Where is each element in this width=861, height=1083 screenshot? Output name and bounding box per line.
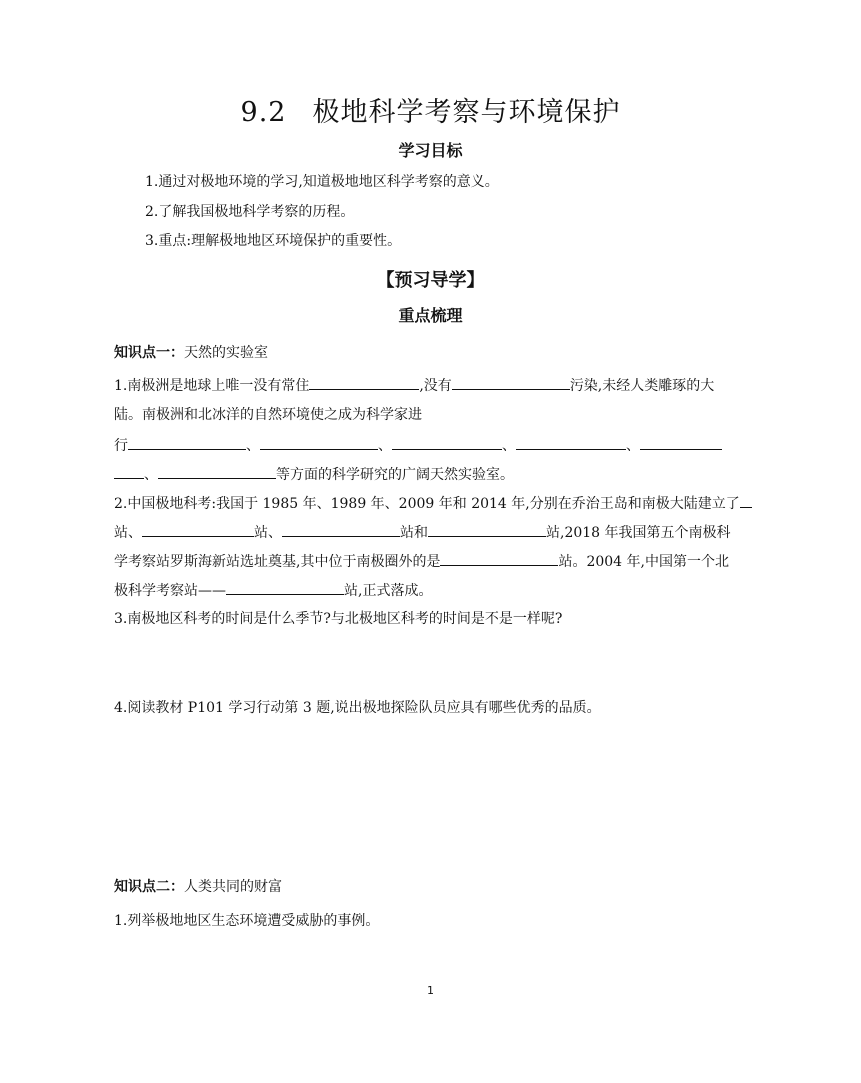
answer-blank[interactable] xyxy=(142,522,254,537)
question-1-line-3 xyxy=(114,435,754,456)
answer-blank[interactable] xyxy=(440,551,558,566)
objective-item: 2.了解我国极地科学考察的历程。 xyxy=(145,204,355,220)
answer-blank[interactable] xyxy=(114,464,144,479)
question-2-line-1 xyxy=(114,493,754,514)
page-number: 1 xyxy=(427,984,434,997)
separator: 、 xyxy=(246,438,260,454)
answer-blank[interactable] xyxy=(158,464,276,479)
answer-blank[interactable] xyxy=(128,435,246,450)
question-text: 污染,未经人类雕琢的大 xyxy=(569,378,715,394)
answer-blank[interactable] xyxy=(516,435,626,450)
question-text: 站和 xyxy=(400,525,428,541)
separator: 、 xyxy=(502,438,516,454)
question-1-line-4 xyxy=(114,464,754,485)
objectives-heading: 学习目标 xyxy=(398,141,463,160)
page-title xyxy=(0,90,861,129)
question-text: 1.南极洲是地球上唯一没有常住 xyxy=(114,378,310,394)
knowledge-point-topic: 人类共同的财富 xyxy=(184,879,282,895)
kp2-question-1: 1.列举极地地区生态环境遭受威胁的事例。 xyxy=(114,913,380,929)
question-1-line-1 xyxy=(114,375,754,396)
answer-blank[interactable] xyxy=(452,375,570,390)
question-text: 行 xyxy=(114,438,128,454)
answer-blank[interactable] xyxy=(392,435,502,450)
question-text: 2.中国极地科考:我国于 1985 年、1989 年、2009 年和 2014 年,分别在乔治王岛和南极大陆建立了 xyxy=(114,496,740,512)
answer-blank[interactable] xyxy=(282,522,400,537)
question-1-line-2: 陆。南极洲和北冰洋的自然环境使之成为科学家进 xyxy=(114,407,422,423)
question-2-line-4 xyxy=(114,580,754,601)
section-number: 9.2 xyxy=(240,97,287,128)
answer-blank[interactable] xyxy=(226,580,344,595)
question-text: ,没有 xyxy=(419,378,452,394)
answer-blank[interactable] xyxy=(260,435,378,450)
answer-blank[interactable] xyxy=(640,435,722,450)
answer-blank[interactable] xyxy=(428,522,546,537)
answer-blank[interactable] xyxy=(309,375,419,390)
question-text: 等方面的科学研究的广阔天然实验室。 xyxy=(276,467,514,483)
knowledge-point-1-heading xyxy=(114,343,754,363)
objective-item: 1.通过对极地环境的学习,知道极地地区科学考察的意义。 xyxy=(145,174,499,190)
section-title: 极地科学考察与环境保护 xyxy=(312,97,621,128)
question-text: 极科学考察站—— xyxy=(114,583,226,599)
question-4: 4.阅读教材 P101 学习行动第 3 题,说出极地探险队员应具有哪些优秀的品质。 xyxy=(114,700,601,716)
answer-blank[interactable] xyxy=(740,493,752,508)
question-2-line-2 xyxy=(114,522,754,543)
knowledge-point-label: 知识点一： xyxy=(114,345,184,361)
question-text: 站。2004 年,中国第一个北 xyxy=(558,554,729,570)
separator: 、 xyxy=(626,438,640,454)
question-text: 站,2018 年我国第五个南极科 xyxy=(546,525,731,541)
knowledge-point-2-heading xyxy=(114,877,754,897)
knowledge-point-topic: 天然的实验室 xyxy=(184,345,268,361)
knowledge-point-label: 知识点二： xyxy=(114,879,184,895)
question-3: 3.南极地区科考的时间是什么季节?与北极地区科考的时间是不是一样呢? xyxy=(114,611,563,627)
question-text: 站、 xyxy=(114,525,142,541)
question-text: 站、 xyxy=(254,525,282,541)
objective-item: 3.重点:理解极地地区环境保护的重要性。 xyxy=(145,233,402,249)
separator: 、 xyxy=(378,438,392,454)
question-text: 学考察站罗斯海新站选址奠基,其中位于南极圈外的是 xyxy=(114,554,441,570)
question-2-line-3 xyxy=(114,551,754,572)
preview-heading: 【预习导学】 xyxy=(376,270,485,291)
separator: 、 xyxy=(144,467,158,483)
key-points-heading: 重点梳理 xyxy=(398,306,463,325)
question-text: 站,正式落成。 xyxy=(344,583,433,599)
